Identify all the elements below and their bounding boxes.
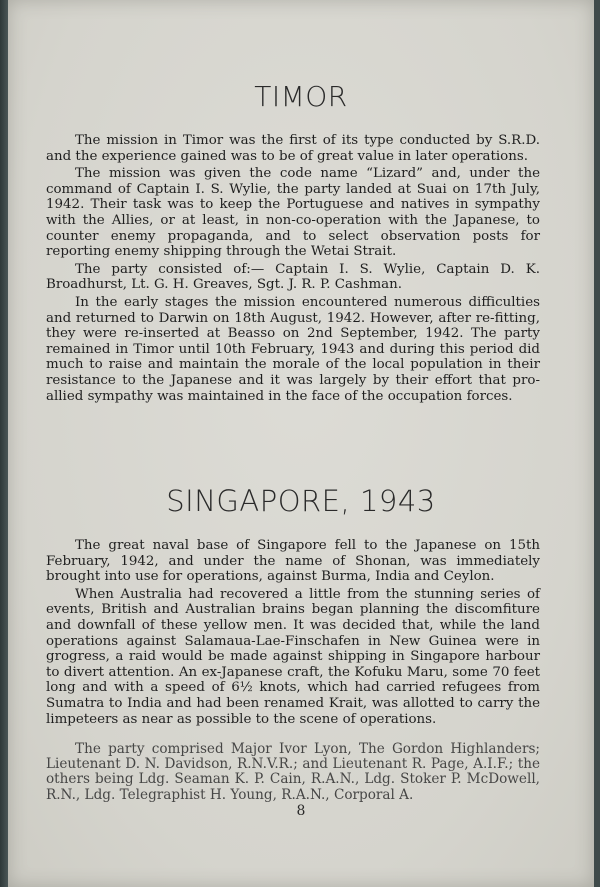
paragraph: The great naval base of Singapore fell to the Japanese on 15th February, 1942, and under the name of Shonan, was immediately brought into use for operations, against Burma, India and Ceylon. bbox=[46, 538, 540, 585]
paragraph: The party consisted of:— Captain I. S. Wylie, Captain D. K. Broadhurst, Lt. G. H. Greaves, Sgt. J. R. P. Cashman. bbox=[46, 261, 540, 293]
section-heading-timor: TIMOR bbox=[254, 80, 348, 113]
timor-section-body bbox=[46, 133, 540, 406]
singapore-section-body-continued bbox=[46, 742, 540, 805]
singapore-section-body bbox=[46, 538, 540, 729]
paragraph: The party comprised Major Ivor Lyon, The Gordon Highlanders; Lieutenant D. N. Davidson, R.N.V.R.; and Lieutenant R. Page, A.I.F.; the others being Ldg. Seaman K. P. Cain, R.A.N., Ldg. Stoker P. McDowell, R.N., Ldg. Telegraphist H. Young, R.A.N., Corporal A. bbox=[46, 741, 540, 803]
paragraph: In the early stages the mission encountered numerous difficulties and returned to Darwin on 18th August, 1942. However, after re-fitting, they were re-inserted at Beasso on 2nd September, 1942. The party remained in Timor until 10th February, 1943 and during this period did much to raise and maintain the morale of the local population in their resistance to the Japanese and it was largely by their effort that pro-allied sympathy was maintained in the face of the occupation forces. bbox=[46, 294, 540, 404]
paragraph: The mission was given the code name “Lizard” and, under the command of Captain I. S. Wylie, the party landed at Suai on 17th July, 1942. Their task was to keep the Portuguese and natives in sympathy with the Allies, or at least, in non-co-operation with the Japanese, to counter enemy propaganda, and to select observation posts for reporting enemy shipping through the Wetai Strait. bbox=[46, 166, 540, 260]
book-page bbox=[8, 0, 594, 887]
section-heading-singapore: SINGAPORE, 1943 bbox=[166, 484, 436, 518]
paragraph: When Australia had recovered a little from the stunning series of events, British and Australian brains began planning the discomfiture and downfall of these yellow men. It was decided that, while the land operations against Salamaua-Lae-Finschafen in New Guinea were in grogress, a raid would be made against shipping in Singapore harbour to divert attention. An ex-Japanese craft, the Kofuku Maru, some 70 feet long and with a speed of 6½ knots, which had carried refugees from Sumatra to India and had been renamed Krait, was allotted to carry the limpeteers as near as possible to the scene of operations. bbox=[46, 586, 540, 727]
page-edge-shadow bbox=[0, 0, 8, 887]
page-number: 8 bbox=[296, 803, 306, 819]
paragraph: The mission in Timor was the first of its type conducted by S.R.D. and the experience gained was to be of great value in later operations. bbox=[46, 133, 540, 164]
